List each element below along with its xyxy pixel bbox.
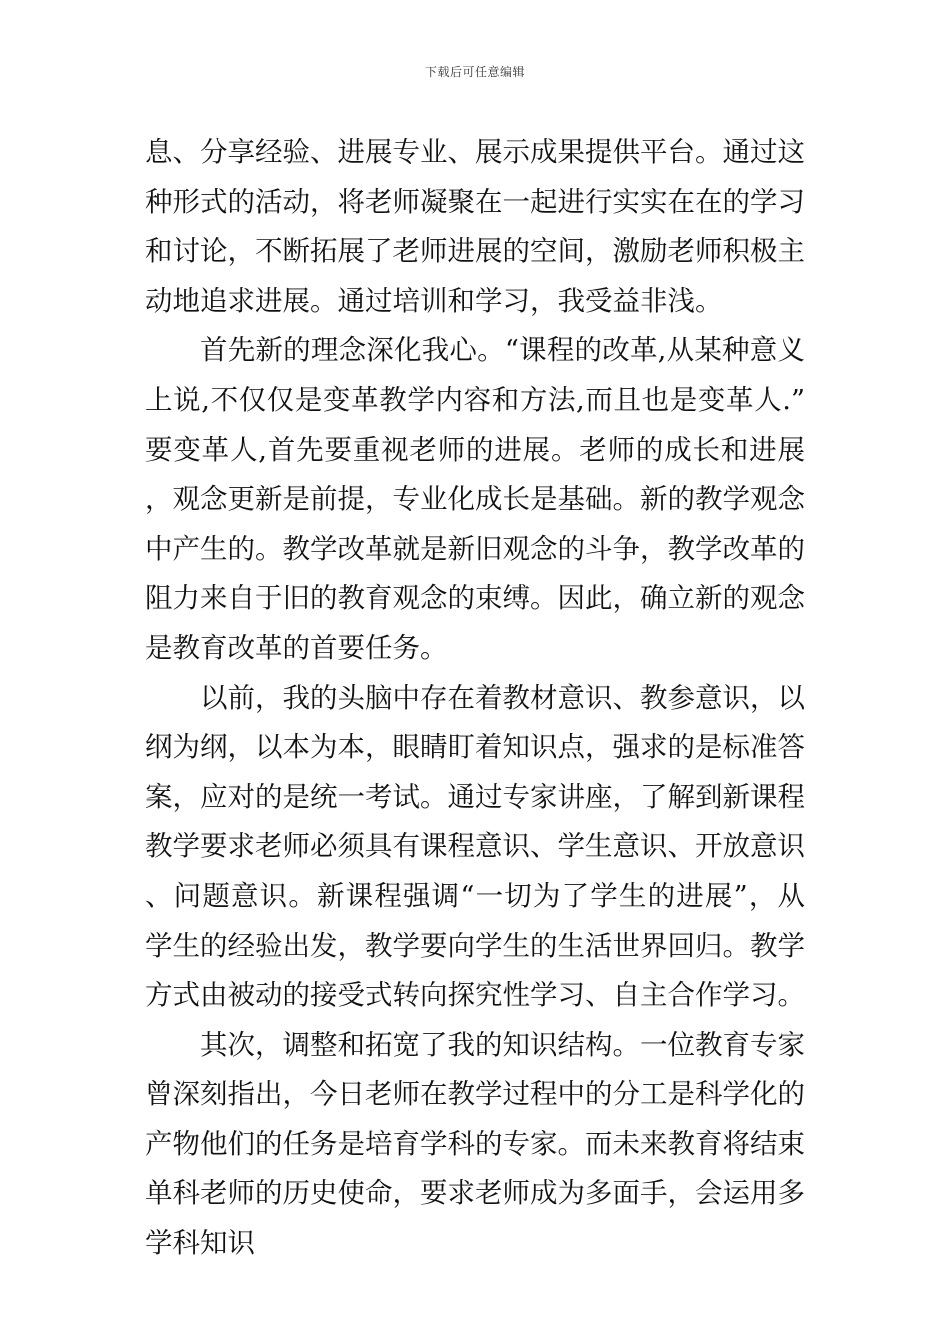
page-header: 下载后可任意编辑 xyxy=(424,65,525,79)
paragraph-new-concept: 首先新的理念深化我心。“课程的改革,从某种意义上说,不仅仅是变革教学内容和方法,而且也是变革人.”要变革人,首先要重视老师的进展。老师的成长和进展，观念更新是前提，专业化成长是基础。新的教学观念中产生的。教学改革就是新旧观念的斗争，教学改革的阻力来自于旧的教育观念的束缚。因此，确立新的观念是教育改革的首要任务。 xyxy=(145,334,805,664)
paragraph-previous-mindset: 以前，我的头脑中存在着教材意识、教参意识，以纲为纲，以本为本，眼睛盯着知识点，强求的是标准答案，应对的是统一考试。通过专家讲座，了解到新课程教学要求老师必须具有课程意识、学生意识、开放意识、问题意识。新课程强调“一切为了学生的进展”，从学生的经验出发，教学要向学生的生活世界回归。教学方式由被动的接受式转向探究性学习、自主合作学习。 xyxy=(145,681,805,1012)
paragraph-continued: 息、分享经验、进展专业、展示成果提供平台。通过这种形式的活动，将老师凝聚在一起进行实实在在的学习和讨论，不断拓展了老师进展的空间，激励老师积极主动地追求进展。通过培训和学习，我受益非浅。 xyxy=(145,136,805,317)
paragraph-knowledge-structure: 其次，调整和拓宽了我的知识结构。一位教育专家曾深刻指出，今日老师在教学过程中的分工是科学化的产物他们的任务是培育学科的专家。而未来教育将结束单科老师的历史使命，要求老师成为多面手，会运用多学科知识 xyxy=(145,1028,805,1260)
document-body xyxy=(145,128,805,1269)
